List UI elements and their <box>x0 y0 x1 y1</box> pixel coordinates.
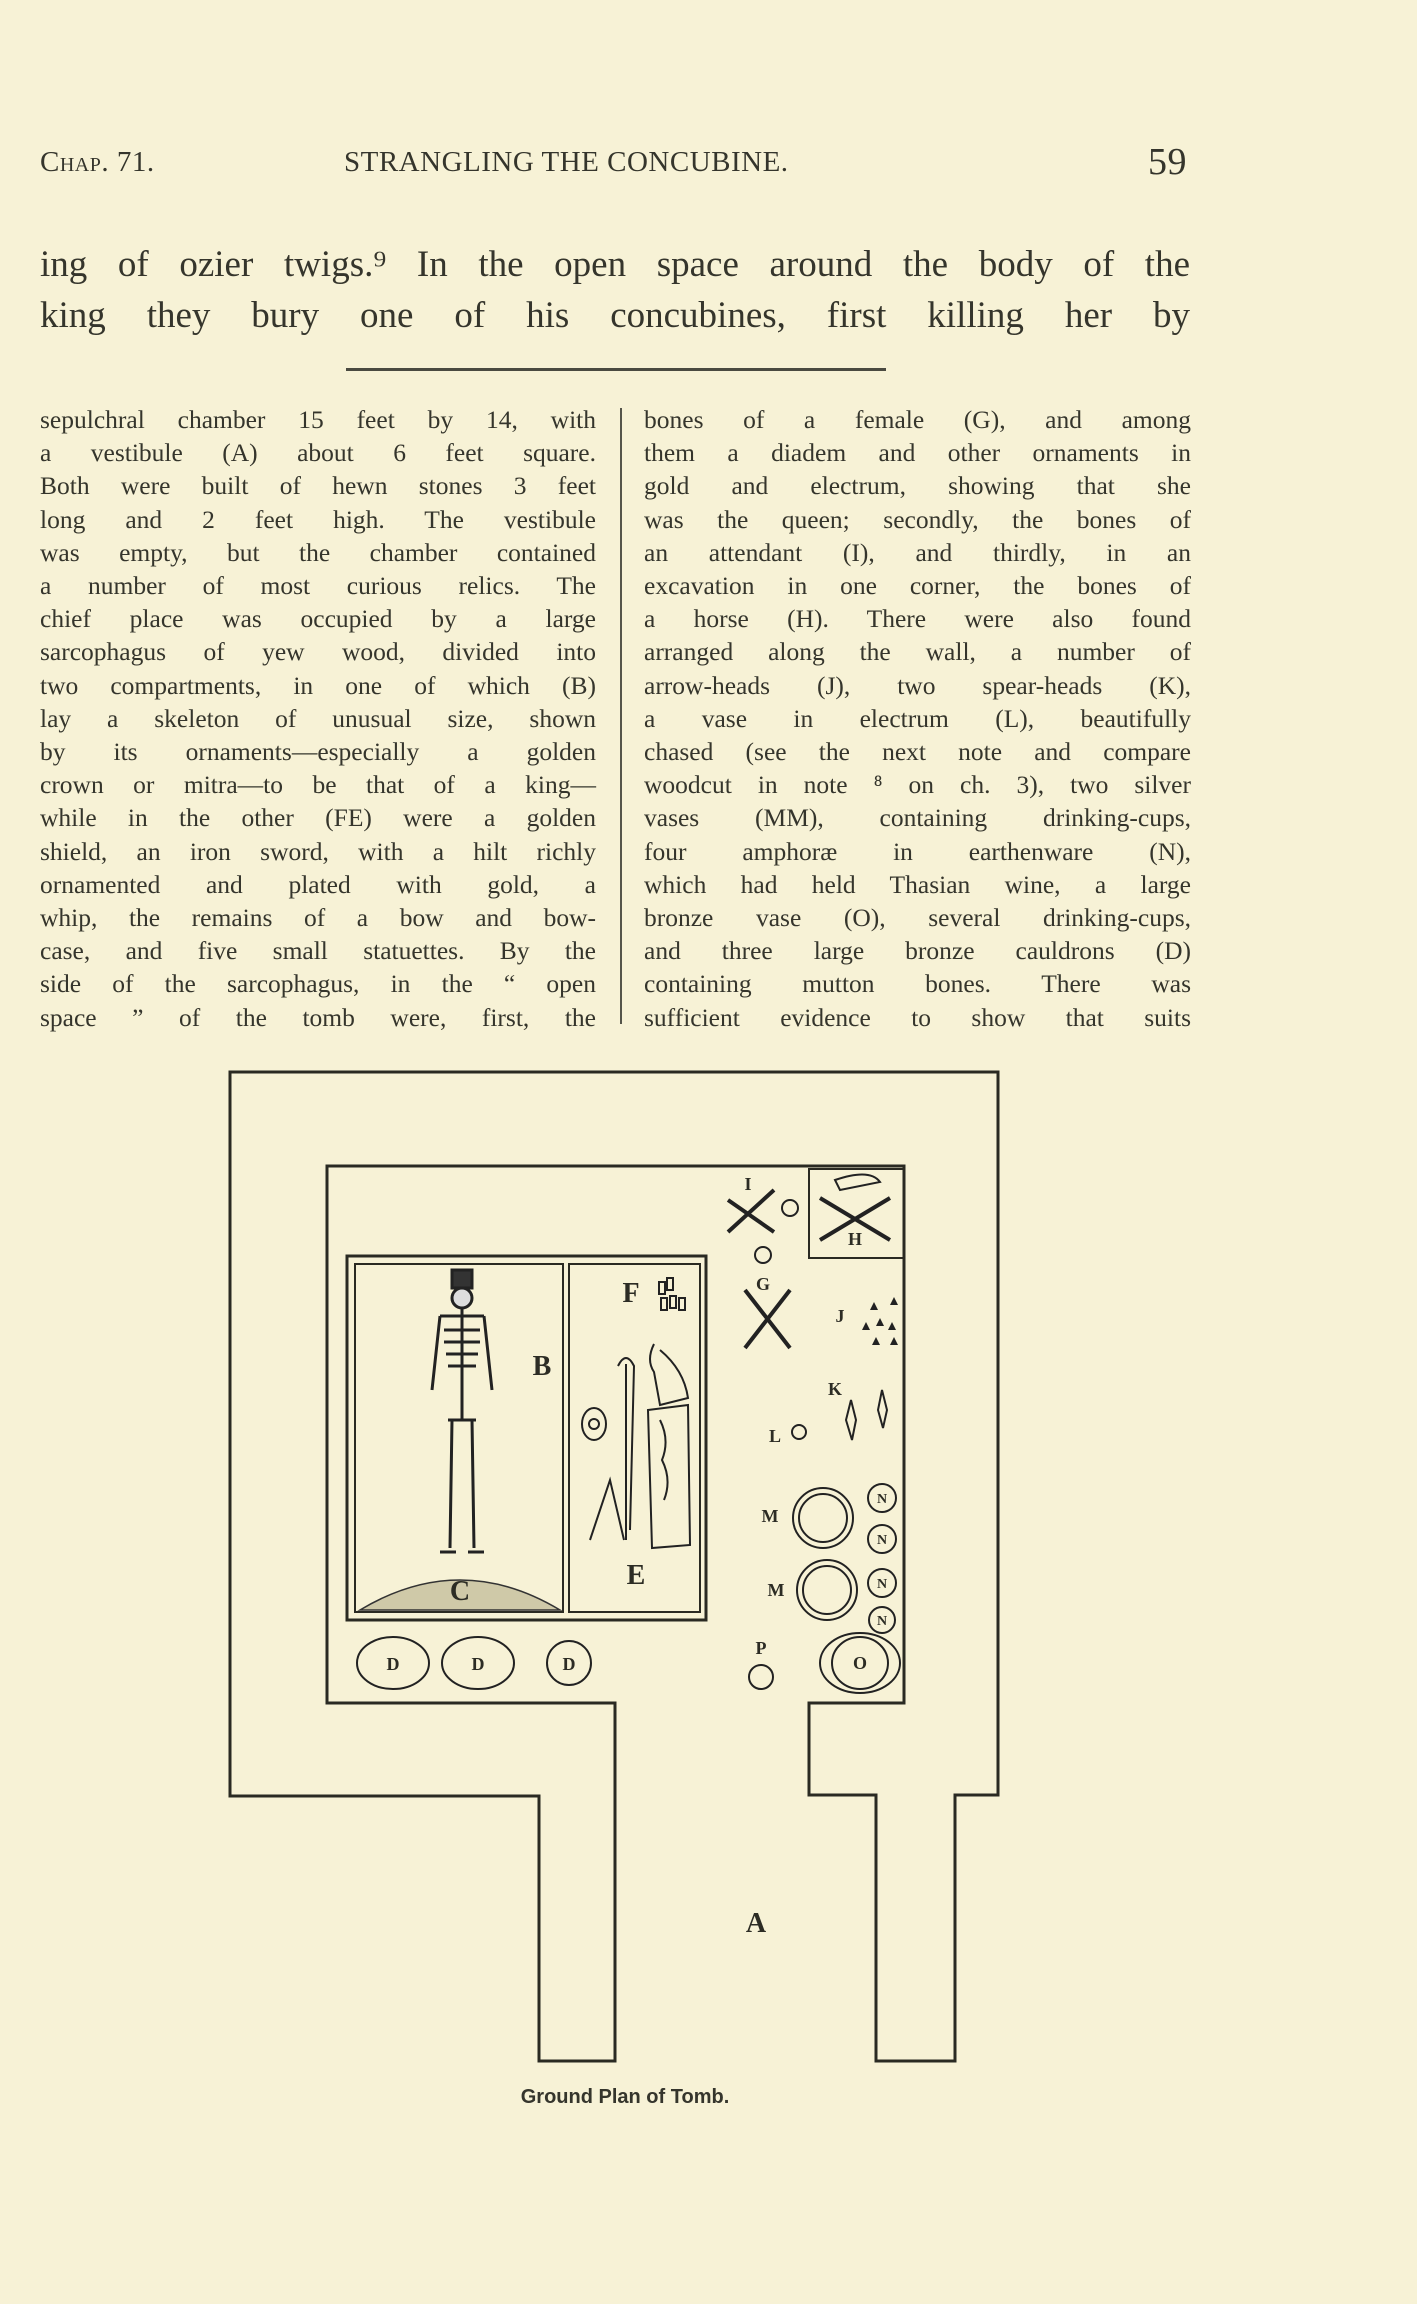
footnote-line: an attendant (I), and thirdly, in an <box>644 537 1191 567</box>
label-f: F <box>622 1278 640 1309</box>
label-a: A <box>745 1908 767 1939</box>
bow-icon <box>650 1344 688 1405</box>
label-b: B <box>532 1351 552 1382</box>
label-n: N <box>876 1614 888 1629</box>
electrum-vase-icon <box>792 1425 806 1439</box>
footnote-line: Both were built of hewn stones 3 feet <box>40 471 596 501</box>
footnote-line: chased (see the next note and compare <box>644 737 1191 766</box>
footnote-line: space ” of the tomb were, first, the <box>40 1002 596 1032</box>
sword-icon <box>618 1358 634 1540</box>
footnote-line: sepulchral chamber 15 feet by 14, with <box>40 405 596 434</box>
label-d: D <box>386 1654 400 1674</box>
footnote-line: sarcophagus of yew wood, divided into <box>40 637 596 667</box>
label-m: M <box>761 1506 779 1526</box>
footnote-line: ornamented and plated with gold, a <box>40 869 596 899</box>
footnote-line: containing mutton bones. There was <box>644 969 1191 999</box>
label-g: G <box>755 1274 771 1294</box>
skeleton-icon <box>432 1270 492 1552</box>
footnote-line: arrow-heads (J), two spear-heads (K), <box>644 670 1191 700</box>
footnote-line: while in the other (FE) were a golden <box>40 803 596 833</box>
sarcophagus <box>347 1256 706 1620</box>
footnote-line: side of the sarcophagus, in the “ open <box>40 969 596 999</box>
footnote-line: excavation in one corner, the bones of <box>644 571 1191 600</box>
footnote-line: a horse (H). There were also found <box>644 604 1191 634</box>
footnote-line: woodcut in note ⁸ on ch. 3), two silver <box>644 770 1191 800</box>
label-k: K <box>827 1379 843 1399</box>
footnote-line: was empty, but the chamber contained <box>40 537 596 567</box>
running-head-title: STRANGLING THE CONCUBINE. <box>344 146 789 178</box>
footnote-line: two compartments, in one of which (B) <box>40 670 596 700</box>
tomb-walls <box>230 1072 998 2061</box>
bow-case-icon <box>648 1405 690 1548</box>
footnote-line: them a diadem and other ornaments in <box>644 438 1191 468</box>
attendant-skull-icon <box>782 1200 798 1216</box>
label-n: N <box>876 1533 888 1548</box>
footnote-line: shield, an iron sword, with a hilt richly <box>40 836 596 866</box>
footnote-line: long and 2 feet high. The vestibule <box>40 504 596 534</box>
footnote-line: vases (MM), containing drinking-cups, <box>644 803 1191 833</box>
label-h: H <box>847 1229 863 1249</box>
label-e: E <box>626 1560 646 1591</box>
footnote-line: and three large bronze cauldrons (D) <box>644 936 1191 966</box>
footnote-line: a vase in electrum (L), beautifully <box>644 703 1191 733</box>
spear-heads-icon <box>846 1390 887 1440</box>
footnote-line: four amphoræ in earthenware (N), <box>644 836 1191 866</box>
label-j: J <box>835 1306 845 1326</box>
footnote-line: case, and five small statuettes. By the <box>40 936 596 966</box>
shield-icon <box>582 1408 606 1440</box>
label-p: P <box>755 1638 767 1658</box>
footnote-line: by its ornaments—especially a golden <box>40 737 596 766</box>
arrow-heads-icon <box>862 1297 898 1345</box>
label-n: N <box>876 1492 888 1507</box>
footnote-line: was the queen; secondly, the bones of <box>644 504 1191 534</box>
figure-caption: Ground Plan of Tomb. <box>520 2086 730 2108</box>
label-i: I <box>744 1174 752 1194</box>
drinking-cup-icon <box>749 1665 773 1689</box>
label-m: M <box>767 1580 785 1600</box>
footnote-line: crown or mitra—to be that of a king— <box>40 770 596 800</box>
footnote-line: gold and electrum, showing that she <box>644 471 1191 501</box>
label-d: D <box>562 1654 576 1674</box>
footnote-line: arranged along the wall, a number of <box>644 637 1191 667</box>
footnote-line: chief place was occupied by a large <box>40 604 596 634</box>
silver-vase-icon <box>797 1560 857 1620</box>
whip-icon <box>590 1480 624 1540</box>
page-number: 59 <box>1148 141 1187 183</box>
footnote-line: lay a skeleton of unusual size, shown <box>40 703 596 733</box>
label-c: C <box>449 1576 471 1607</box>
footnote-line: a vestibule (A) about 6 feet square. <box>40 438 596 468</box>
label-o: O <box>852 1653 868 1673</box>
running-head-chapter: Chap. 71. <box>40 146 155 178</box>
footnote-line: a number of most curious relics. The <box>40 571 596 600</box>
label-l: L <box>768 1426 782 1446</box>
queen-skull-icon <box>755 1247 771 1263</box>
label-n: N <box>876 1577 888 1592</box>
silver-vase-icon <box>793 1488 853 1548</box>
footnote-line: which had held Thasian wine, a large <box>644 869 1191 899</box>
footnote-line: bronze vase (O), several drinking-cups, <box>644 903 1191 932</box>
footnote-line: sufficient evidence to show that suits <box>644 1002 1191 1032</box>
main-text-line: king they bury one of his concubines, first killing her by <box>40 295 1190 336</box>
label-d: D <box>471 1654 485 1674</box>
attendant-bones-icon <box>728 1190 774 1232</box>
footnote-line: whip, the remains of a bow and bow- <box>40 903 596 932</box>
statuettes-icon <box>659 1278 685 1310</box>
footnote-line: bones of a female (G), and among <box>644 405 1191 434</box>
horse-skull-icon <box>835 1174 880 1190</box>
queen-bones-icon <box>745 1290 790 1348</box>
main-text-line: ing of ozier twigs.⁹ In the open space around the body of the <box>40 244 1190 285</box>
